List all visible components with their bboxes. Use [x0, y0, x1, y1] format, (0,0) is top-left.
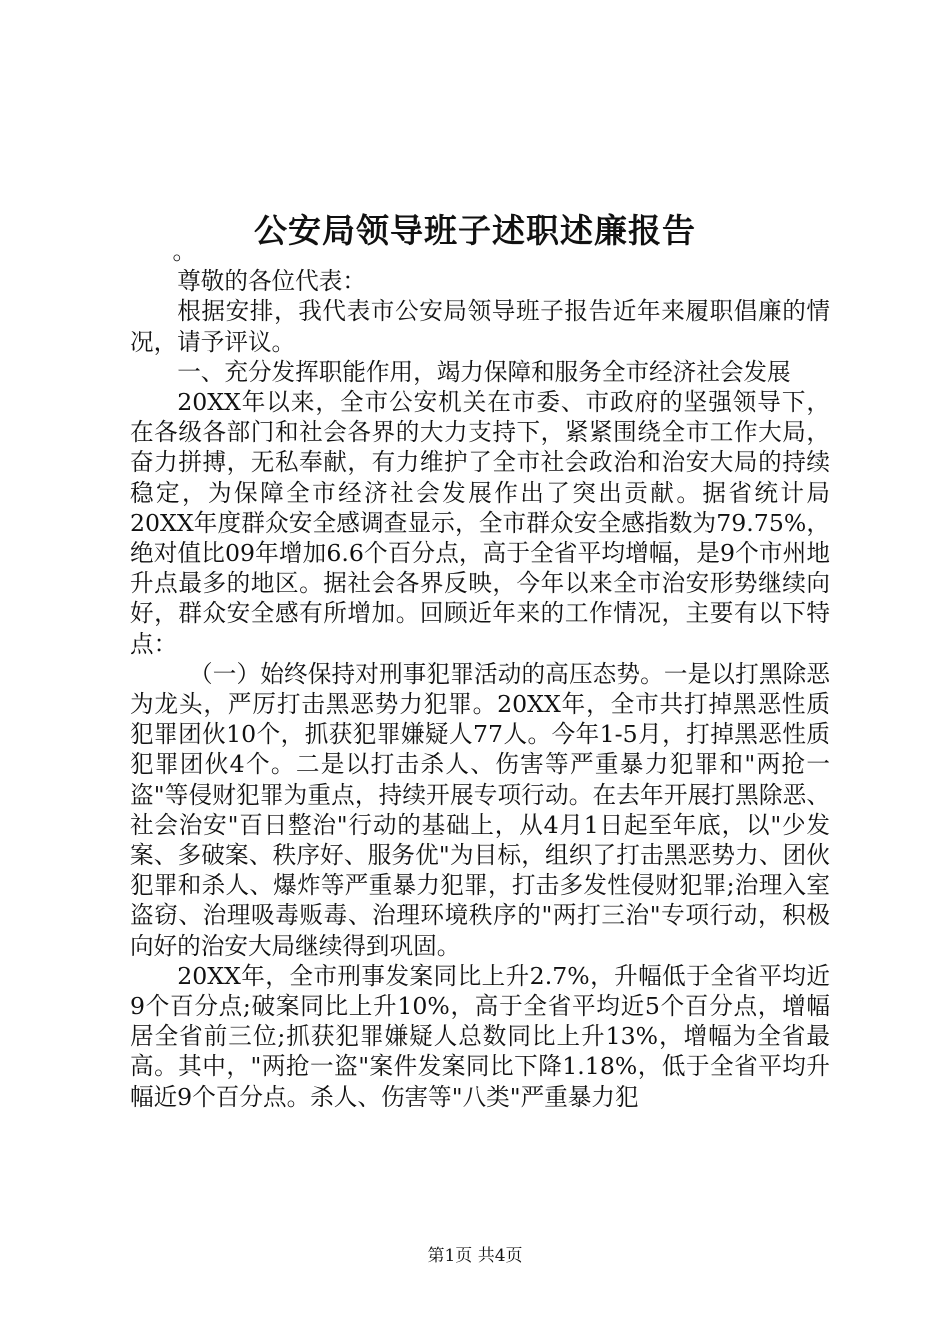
page-footer: 第1页 共4页 — [427, 1246, 523, 1266]
salutation: 尊敬的各位代表： — [177, 267, 366, 296]
document-title: 公安局领导班子述职述廉报告 — [254, 211, 696, 251]
section-heading: 一、充分发挥职能作用，竭力保障和服务全市经济社会发展 — [177, 357, 791, 386]
body-paragraph: 20XX年，全市刑事发案同比上升2.7%，升幅低于全省平均近9个百分点;破案同比上升10%，高于全省平均近5个百分点，增幅居全省前三位;抓获犯罪嫌疑人总数同比上升13%，增幅为全省最高。其中，"两抢一盗"案件发案同比下降1.18%，低于全省平均升幅近9个百分点。杀人、伤害等"八类"严重暴力犯 — [130, 961, 830, 1111]
leading-period: 。 — [172, 237, 197, 265]
body-paragraph: 20XX年以来，全市公安机关在市委、市政府的坚强领导下，在各级各部门和社会各界的大力支持下，紧紧围绕全市工作大局，奋力拼搏，无私奉献，有力维护了全市社会政治和治安大局的持续稳定，为保障全市经济社会发展作出了突出贡献。据省统计局20XX年度群众安全感调查显示，全市群众安全感指数为79.75%，绝对值比09年增加6.6个百分点，高于全省平均增幅，是9个市州地升点最多的地区。据社会各界反映，今年以来全市治安形势继续向好，群众安全感有所增加。回顾近年来的工作情况，主要有以下特点： — [130, 388, 830, 658]
intro-paragraph: 根据安排，我代表市公安局领导班子报告近年来履职倡廉的情况，请予评议。 — [130, 297, 830, 356]
document-body — [130, 236, 830, 1112]
subsection-paragraph: （一）始终保持对刑事犯罪活动的高压态势。一是以打黑除恶为龙头，严厉打击黑恶势力犯罪。20XX年，全市共打掉黑恶性质犯罪团伙10个，抓获犯罪嫌疑人77人。今年1-5月，打掉黑恶性质犯罪团伙4个。二是以打击杀人、伤害等严重暴力犯罪和"两抢一盗"等侵财犯罪为重点，持续开展专项行动。在去年开展打黑除恶、社会治安"百日整治"行动的基础上，从4月1日起至年底，以"少发案、多破案、秩序好、服务优"为目标，组织了打击黑恶势力、团伙犯罪和杀人、爆炸等严重暴力犯罪，打击多发性侵财犯罪;治理入室盗窃、治理吸毒贩毒、治理环境秩序的"两打三治"专项行动，积极向好的治安大局继续得到巩固。 — [130, 659, 830, 960]
